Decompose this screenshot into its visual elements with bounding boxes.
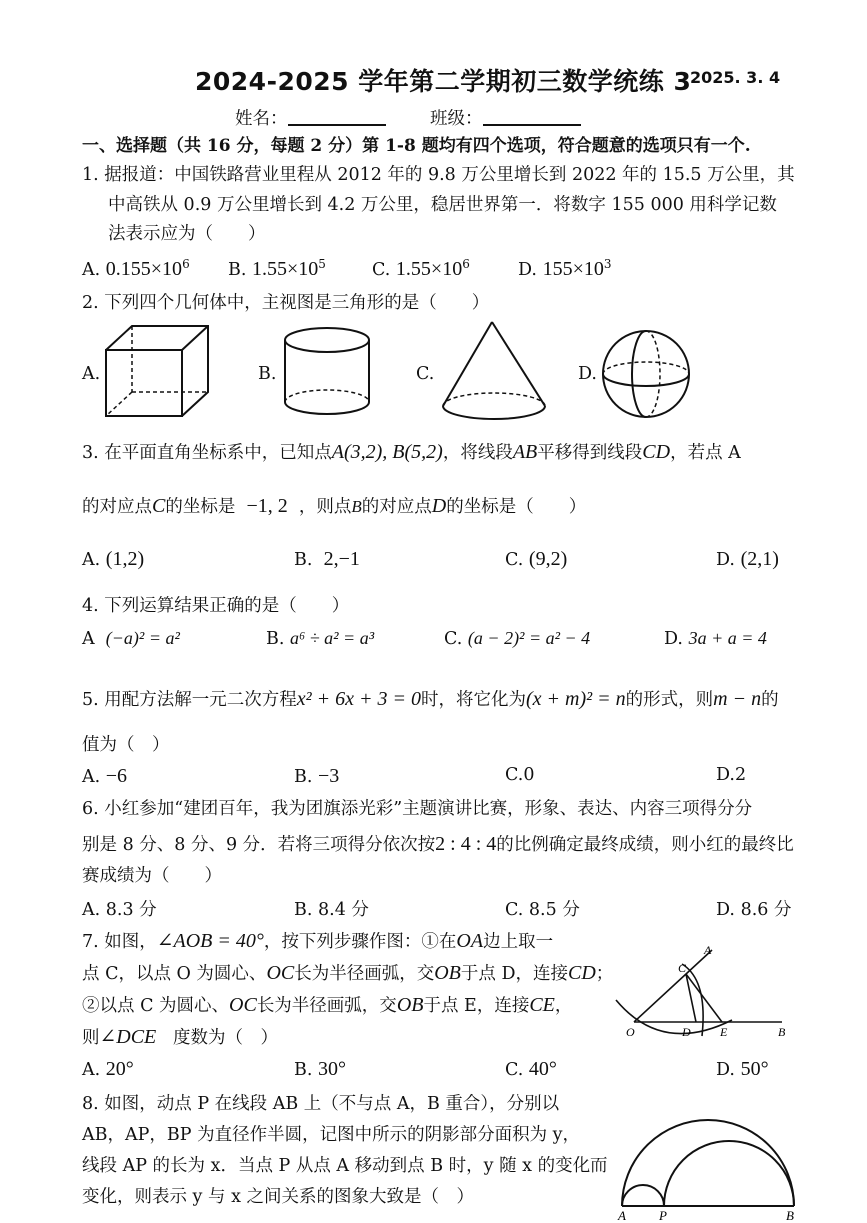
q6-line1: 6. 小红参加“建团百年，我为团旗添光彩”主题演讲比赛，形象、表达、内容三项得分分: [82, 799, 753, 819]
q8-line4: 变化，则表示 y 与 x 之间关系的图象大致是（ ）: [82, 1187, 475, 1207]
q1-option-b[interactable]: B. $1.55\times 10^5$: [228, 257, 326, 280]
q5-option-c[interactable]: C.0: [505, 765, 535, 785]
q2-option-a-label[interactable]: A.: [82, 364, 101, 384]
q7-label-d: D: [682, 1025, 691, 1039]
section-heading: 一、选择题（共 16 分，每题 2 分）第 1-8 题均有四个选项，符合题意的选项只有一个.: [82, 136, 751, 156]
q2-option-b-label[interactable]: B.: [258, 364, 277, 384]
q7-label-o: O: [626, 1025, 635, 1039]
q1-line3: 法表示应为（ ）: [108, 224, 266, 244]
q2-option-c-label[interactable]: C.: [416, 364, 435, 384]
q7-label-c: C: [678, 961, 687, 975]
q1-option-d[interactable]: D. $155\times 10^3$: [518, 257, 612, 280]
q8-label-p: P: [659, 1208, 667, 1222]
name-field: [235, 106, 386, 131]
cube-icon: [104, 324, 214, 418]
q6-option-c[interactable]: C. 8.5 分: [505, 900, 580, 920]
q2-option-d-label[interactable]: D.: [578, 364, 597, 384]
q7-option-d[interactable]: D. 50°: [716, 1058, 769, 1080]
q7-line3: ②以点 C 为圆心、OC长为半径画弧，交OB于点 E，连接CE，: [82, 994, 573, 1016]
q7-line2: 点 C，以点 O 为圆心、OC长为半径画弧，交OB于点 D，连接CD；: [82, 962, 614, 984]
q7-figure: [612, 940, 802, 1040]
q4-option-a[interactable]: A (−a)² = a²: [82, 628, 180, 649]
q7-label-a: A: [704, 943, 712, 957]
q1-line2: 中高铁从 0.9 万公里增长到 4.2 万公里，稳居世界第一．将数字 155 000 用科学记数: [108, 195, 777, 215]
q6-line3: 赛成绩为（ ）: [82, 866, 222, 886]
q5-line2: 值为（ ）: [82, 735, 170, 755]
q3-option-d[interactable]: D. (2,1): [716, 548, 779, 570]
q7-line1: 7. 如图，∠AOB = 40°，按下列步骤作图：①在OA边上取一: [82, 930, 554, 952]
name-blank: [288, 106, 386, 126]
q3-option-a[interactable]: A. (1,2): [82, 548, 145, 570]
class-label: 班级：: [430, 109, 483, 129]
cylinder-icon: [281, 326, 373, 418]
q3-line2: 的对应点C的坐标是 −1, 2 ，则点B的对应点D的坐标是（ ）: [82, 495, 587, 517]
cone-icon: [440, 320, 548, 422]
q7-label-e: E: [720, 1025, 728, 1039]
q7-option-c[interactable]: C. 40°: [505, 1058, 557, 1080]
q7-line4: 则∠DCE 度数为（ ）: [82, 1026, 278, 1048]
q4-option-c[interactable]: C. (a − 2)² = a² − 4: [444, 628, 591, 649]
q8-line2: AB，AP，BP 为直径作半圆，记图中所示的阴影部分面积为 y，: [82, 1125, 581, 1145]
q3-line1: 3. 在平面直角坐标系中，已知点A(3,2), B(5,2)，将线段AB平移得到线段CD，若点 A: [82, 441, 741, 463]
q4-option-d[interactable]: D. 3a + a = 4: [664, 628, 767, 649]
q4-option-b[interactable]: B. a⁶ ÷ a² = a³: [266, 628, 375, 649]
q7-option-b[interactable]: B. 30°: [294, 1058, 347, 1080]
q5-line1: 5. 用配方法解一元二次方程x² + 6x + 3 = 0时，将它化为(x + m)² = n的形式，则m − n的: [82, 688, 779, 710]
q6-option-a[interactable]: A. 8.3 分: [82, 900, 157, 920]
q8-label-a: A: [618, 1208, 626, 1222]
name-label: 姓名：: [235, 109, 288, 129]
class-field: [430, 106, 581, 131]
q4-text: 4. 下列运算结果正确的是（ ）: [82, 596, 350, 616]
exam-date: 2025. 3. 4: [690, 68, 781, 87]
q5-option-a[interactable]: A. −6: [82, 765, 128, 787]
q7-option-a[interactable]: A. 20°: [82, 1058, 134, 1080]
q6-line2: 别是 8 分、8 分、9 分．若将三项得分依次按2 : 4 : 4的比例确定最终成绩，则小红的最终比: [82, 833, 794, 855]
q3-option-c[interactable]: C. (9,2): [505, 548, 568, 570]
page-title: 2024-2025 学年第二学期初三数学统练 3: [195, 67, 692, 96]
q1-line1: 1. 据报道：中国铁路营业里程从 2012 年的 9.8 万公里增长到 2022 年的 15.5 万公里，其: [82, 165, 795, 185]
q6-option-b[interactable]: B. 8.4 分: [294, 900, 369, 920]
q8-figure: [614, 1098, 804, 1222]
q6-option-d[interactable]: D. 8.6 分: [716, 900, 792, 920]
q8-line3: 线段 AP 的长为 x．当点 P 从点 A 移动到点 B 时，y 随 x 的变化而: [82, 1156, 608, 1176]
sphere-icon: [600, 328, 692, 420]
q1-option-a[interactable]: A. $0.155\times 10^6$: [82, 257, 190, 280]
q7-label-b: B: [778, 1025, 786, 1039]
q8-line1: 8. 如图，动点 P 在线段 AB 上（不与点 A，B 重合），分别以: [82, 1094, 560, 1114]
q8-label-b: B: [786, 1208, 794, 1222]
class-blank: [483, 106, 581, 126]
q2-text: 2. 下列四个几何体中，主视图是三角形的是（ ）: [82, 293, 490, 313]
q5-option-b[interactable]: B. −3: [294, 765, 340, 787]
q3-option-b[interactable]: B. 2,−1: [294, 548, 360, 570]
q1-option-c[interactable]: C. $1.55\times 10^6$: [372, 257, 470, 280]
q3-points-ab: A(3,2), B(5,2): [331, 441, 443, 463]
q5-option-d[interactable]: D.2: [716, 765, 747, 785]
